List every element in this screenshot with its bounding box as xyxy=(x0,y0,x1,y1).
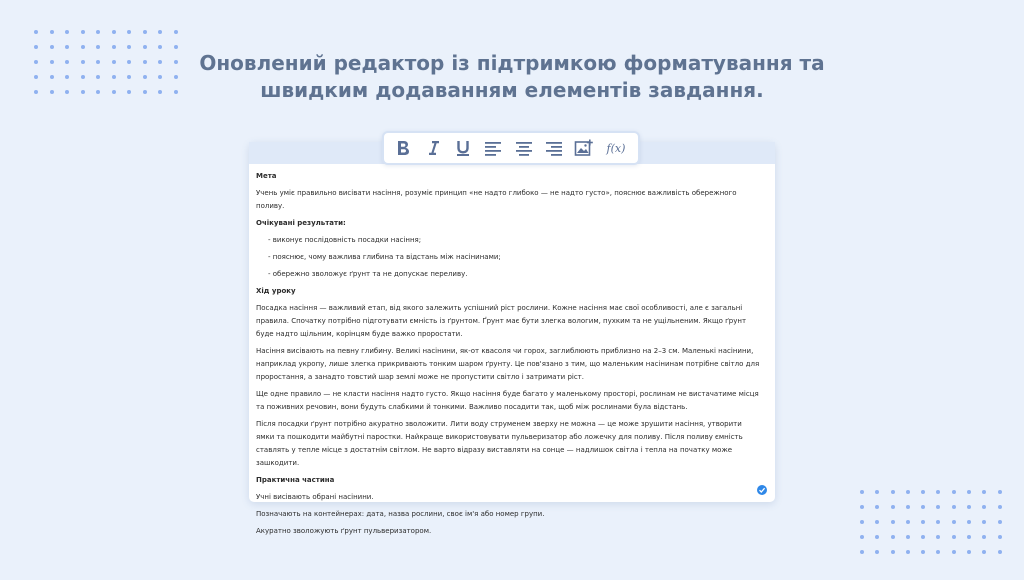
headline-line-1: Оновлений редактор із підтримкою форматування та xyxy=(199,51,825,75)
decorative-dot xyxy=(982,520,986,524)
result-item-3: - обережно зволожує ґрунт та не допускає переливу. xyxy=(268,270,468,278)
lesson-paragraph-3: Ще одне правило — не класти насіння надто густо. Якщо насіння буде багато у маленькому просторі, рослинам не вистачатиме місця та поживних речовин, вони будуть слабкими й тонкими. Важливо посадити так, щоб між рослинами була відстань. xyxy=(256,390,759,411)
decorative-dot xyxy=(50,45,54,49)
decorative-dot xyxy=(65,45,69,49)
editor-content[interactable] xyxy=(256,170,761,542)
decorative-dot xyxy=(860,550,864,554)
practice-item-2: Позначають на контейнерах: дата, назва рослини, своє ім'я або номер групи. xyxy=(256,510,545,518)
underline-icon xyxy=(455,139,471,157)
decorative-dot xyxy=(34,30,38,34)
decorative-dot xyxy=(967,490,971,494)
decorative-dot xyxy=(112,45,116,49)
align-center-button[interactable] xyxy=(513,137,535,159)
lesson-paragraph-4: Після посадки ґрунт потрібно акуратно зволожити. Лити воду струменем зверху не можна — це може зрушити насіння, утворити ямки та пошкодити майбутні паростки. Найкраще використовувати пульверизатор або ложечку для поливу. Після поливу ємність ставлять у тепле місце з достатнім світлом. Не варто відразу виставляти на сонце — надлишок світла і тепла на початку може зашкодити. xyxy=(256,420,743,467)
decorative-dot xyxy=(982,505,986,509)
practice-heading: Практична частина xyxy=(256,476,335,484)
decorative-dot xyxy=(921,520,925,524)
decorative-dot xyxy=(998,520,1002,524)
decorative-dot xyxy=(921,535,925,539)
decorative-dot xyxy=(906,520,910,524)
decorative-dot xyxy=(143,30,147,34)
results-heading: Очікувані результати: xyxy=(256,219,346,227)
decorative-dot xyxy=(982,550,986,554)
decorative-dot xyxy=(112,30,116,34)
decorative-dot xyxy=(936,505,940,509)
decorative-dot xyxy=(967,520,971,524)
decorative-dot xyxy=(967,505,971,509)
underline-button[interactable] xyxy=(452,137,474,159)
decorative-dot xyxy=(891,520,895,524)
decorative-dot xyxy=(952,550,956,554)
decorative-dot xyxy=(906,535,910,539)
decorative-dot xyxy=(936,535,940,539)
decorative-dot xyxy=(891,550,895,554)
align-left-button[interactable] xyxy=(482,137,504,159)
decorative-dot xyxy=(921,490,925,494)
align-left-icon xyxy=(484,140,502,156)
lesson-paragraph-2: Насіння висівають на певну глибину. Великі насінини, як-от квасоля чи горох, заглиблюють приблизно на 2–3 см. Маленькі насінини, наприклад укропу, лише злегка прикривають тонким шаром ґрунту. Це пов'язано з тим, що маленьким насінинам потрібне світло для проростання, а занадто товстий шар землі може не пропустити світло і затримати ріст. xyxy=(256,347,760,381)
decorative-dot xyxy=(50,30,54,34)
decorative-dot xyxy=(891,505,895,509)
lesson-paragraph-1: Посадка насіння — важливий етап, від якого залежить успішний ріст рослини. Кожне насіння має свої особливості, але є загальні правила. Спочатку потрібно підготувати ємність із ґрунтом. Ґрунт має бути злегка вологим, пухким та не ущільненим. Якщо ґрунт буде надто щільним, корінцям буде важко проростати. xyxy=(256,304,747,338)
decorative-dot xyxy=(65,30,69,34)
decorative-dot xyxy=(921,550,925,554)
decorative-dot xyxy=(96,45,100,49)
decorative-dot xyxy=(967,535,971,539)
image-icon xyxy=(574,139,594,157)
decorative-dots-bottom-right xyxy=(860,490,1002,554)
decorative-dot xyxy=(998,550,1002,554)
headline xyxy=(0,50,1024,104)
decorative-dot xyxy=(158,30,162,34)
decorative-dot xyxy=(952,520,956,524)
decorative-dot xyxy=(143,45,147,49)
insert-image-button[interactable] xyxy=(573,137,595,159)
result-item-1: - виконує послідовність посадки насіння; xyxy=(268,236,422,244)
decorative-dot xyxy=(891,490,895,494)
decorative-dot xyxy=(982,535,986,539)
italic-icon xyxy=(425,139,441,157)
decorative-dot xyxy=(96,30,100,34)
bold-icon xyxy=(395,139,411,157)
editor-panel xyxy=(249,142,775,535)
formatting-toolbar xyxy=(382,131,640,165)
decorative-dot xyxy=(127,30,131,34)
decorative-dot xyxy=(860,520,864,524)
decorative-dot xyxy=(860,535,864,539)
decorative-dot xyxy=(921,505,925,509)
headline-line-2: швидким додаванням елементів завдання. xyxy=(260,78,764,102)
decorative-dot xyxy=(158,45,162,49)
decorative-dot xyxy=(967,550,971,554)
insert-formula-button[interactable] xyxy=(603,137,629,159)
decorative-dot xyxy=(81,30,85,34)
decorative-dot xyxy=(936,550,940,554)
decorative-dot xyxy=(127,45,131,49)
decorative-dot xyxy=(875,550,879,554)
lesson-heading: Хід уроку xyxy=(256,287,296,295)
decorative-dot xyxy=(34,45,38,49)
decorative-dot xyxy=(936,490,940,494)
decorative-dot xyxy=(906,550,910,554)
decorative-dot xyxy=(906,490,910,494)
decorative-dot xyxy=(81,45,85,49)
decorative-dot xyxy=(936,520,940,524)
decorative-dot xyxy=(952,535,956,539)
decorative-dot xyxy=(952,490,956,494)
decorative-dot xyxy=(875,535,879,539)
formula-icon: f(x) xyxy=(606,141,626,155)
decorative-dot xyxy=(860,490,864,494)
bold-button[interactable] xyxy=(392,137,414,159)
decorative-dot xyxy=(906,505,910,509)
practice-item-1: Учні висівають обрані насінини. xyxy=(256,493,374,501)
decorative-dot xyxy=(891,535,895,539)
decorative-dot xyxy=(875,505,879,509)
decorative-dot xyxy=(998,505,1002,509)
decorative-dot xyxy=(982,490,986,494)
align-right-button[interactable] xyxy=(543,137,565,159)
practice-item-3: Акуратно зволожують ґрунт пульверизатором. xyxy=(256,527,432,535)
italic-button[interactable] xyxy=(422,137,444,159)
decorative-dot xyxy=(860,505,864,509)
decorative-dot xyxy=(875,520,879,524)
decorative-dot xyxy=(998,535,1002,539)
decorative-dot xyxy=(174,30,178,34)
goal-text: Учень уміє правильно висівати насіння, розуміє принцип «не надто глибоко — не надто густо», пояснює важливість обережного поливу. xyxy=(256,189,737,210)
align-right-icon xyxy=(545,140,563,156)
decorative-dot xyxy=(998,490,1002,494)
decorative-dot xyxy=(875,490,879,494)
goal-heading: Мета xyxy=(256,172,277,180)
decorative-dot xyxy=(952,505,956,509)
decorative-dot xyxy=(174,45,178,49)
align-center-icon xyxy=(515,140,533,156)
result-item-2: - пояснює, чому важлива глибина та відстань між насінинами; xyxy=(268,253,501,261)
saved-check-icon xyxy=(757,485,767,495)
